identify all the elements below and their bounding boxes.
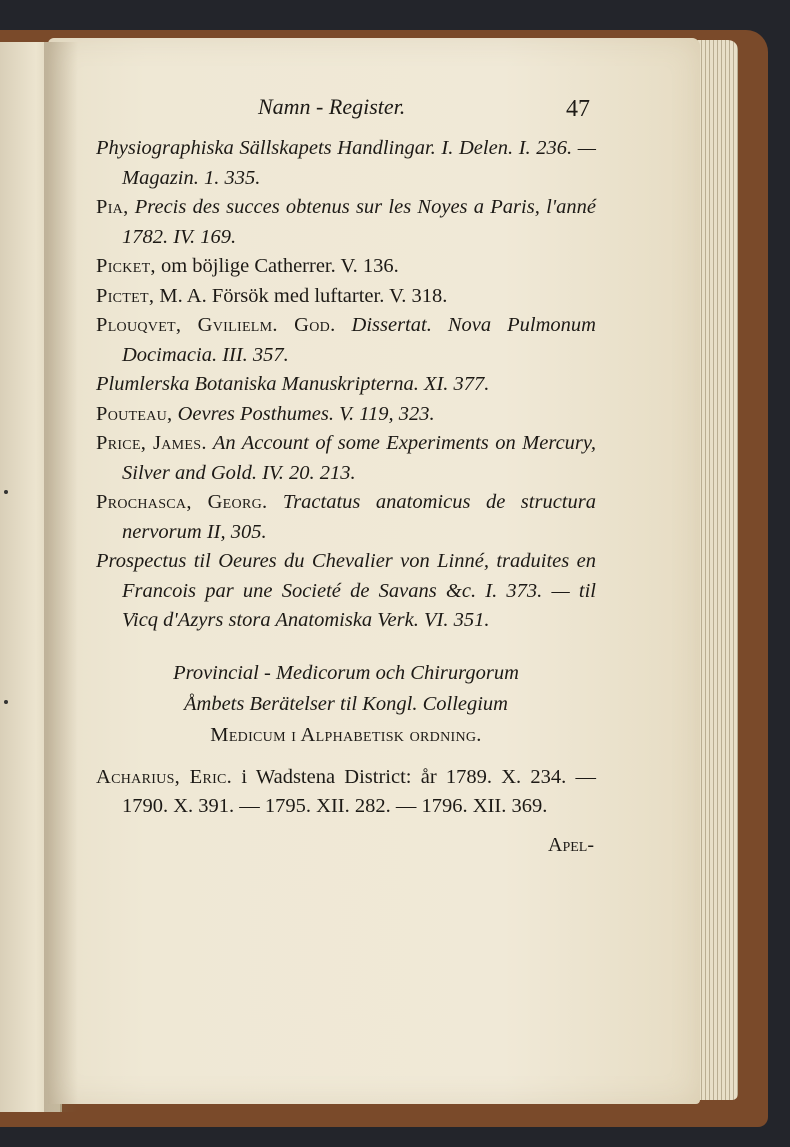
catchword: Apel- — [548, 833, 594, 856]
register-entry — [96, 193, 596, 252]
margin-mark — [4, 490, 8, 494]
entry-text: An Account of some Experiments on Mercury, Silver and Gold. IV. 20. 213. — [122, 432, 596, 484]
register-entry — [96, 134, 596, 193]
register-entry — [96, 370, 596, 400]
entry-text: Dissertat. Nova Pulmonum Docimacia. III. 357. — [122, 314, 596, 366]
entry-head: Pia, — [96, 196, 129, 218]
entry-head: Pictet, — [96, 284, 155, 307]
section-heading — [96, 658, 596, 751]
register-entry — [96, 311, 596, 370]
section-heading-line: Åmbets Berätelser til Kongl. Collegium — [184, 692, 508, 715]
page-content — [96, 88, 596, 857]
page-number: 47 — [566, 96, 590, 122]
margin-mark — [4, 700, 8, 704]
entry-head: Acharius, Eric. — [96, 765, 233, 788]
register-entry — [96, 429, 596, 488]
section-heading-line: Provincial - Medicorum och Chirurgorum — [173, 661, 519, 684]
entry-text: M. A. Försök med luftarter. V. 318. — [154, 284, 448, 307]
entry-text: Prospectus til Oeures du Chevalier von Linné, traduites en Francois par une Societé de Savans &c. I. 373. — til Vicq d'Azyrs stora Anatomiska Verk. VI. 351. — [96, 550, 596, 631]
entry-text: Precis des succes obtenus sur les Noyes a Paris, l'anné 1782. IV. 169. — [122, 196, 596, 248]
entry-text: i Wadstena District: år 1789. X. 234. — 1790. X. 391. — 1795. XII. 282. — 1796. XII. 369. — [122, 765, 596, 817]
entry-text: Tractatus anatomicus de structura nervorum II, 305. — [122, 491, 596, 543]
running-header — [96, 88, 596, 134]
running-title: Namn - Register. — [258, 94, 406, 119]
section-heading-line: Medicum i Alphabetisk ordning. — [210, 723, 482, 746]
entry-text: Physiographiska Sällskapets Handlingar. I. Delen. I. 236. — Magazin. 1. 335. — [96, 137, 596, 189]
entry-head: Plouqvet, Gvilielm. God. — [96, 314, 336, 336]
entry-text: Plumlerska Botaniska Manuskripterna. XI. 377. — [96, 373, 490, 395]
register-entries-section2 — [96, 763, 596, 822]
entry-head: Pouteau, — [96, 402, 173, 425]
register-entry — [96, 252, 596, 282]
entry-head: Prochasca, Georg. — [96, 491, 268, 513]
entry-text: om böjlige Catherrer. V. 136. — [155, 255, 399, 277]
register-entries — [96, 134, 596, 636]
register-entry — [96, 547, 596, 636]
register-entry — [96, 282, 596, 312]
register-entry — [96, 400, 596, 430]
register-entry — [96, 488, 596, 547]
page-gutter — [44, 42, 78, 1112]
entry-text: Oevres Posthumes. V. 119, 323. — [172, 402, 435, 425]
entry-head: Price, James. — [96, 432, 207, 454]
entry-head: Picket, — [96, 255, 156, 277]
register-entry — [96, 763, 596, 822]
